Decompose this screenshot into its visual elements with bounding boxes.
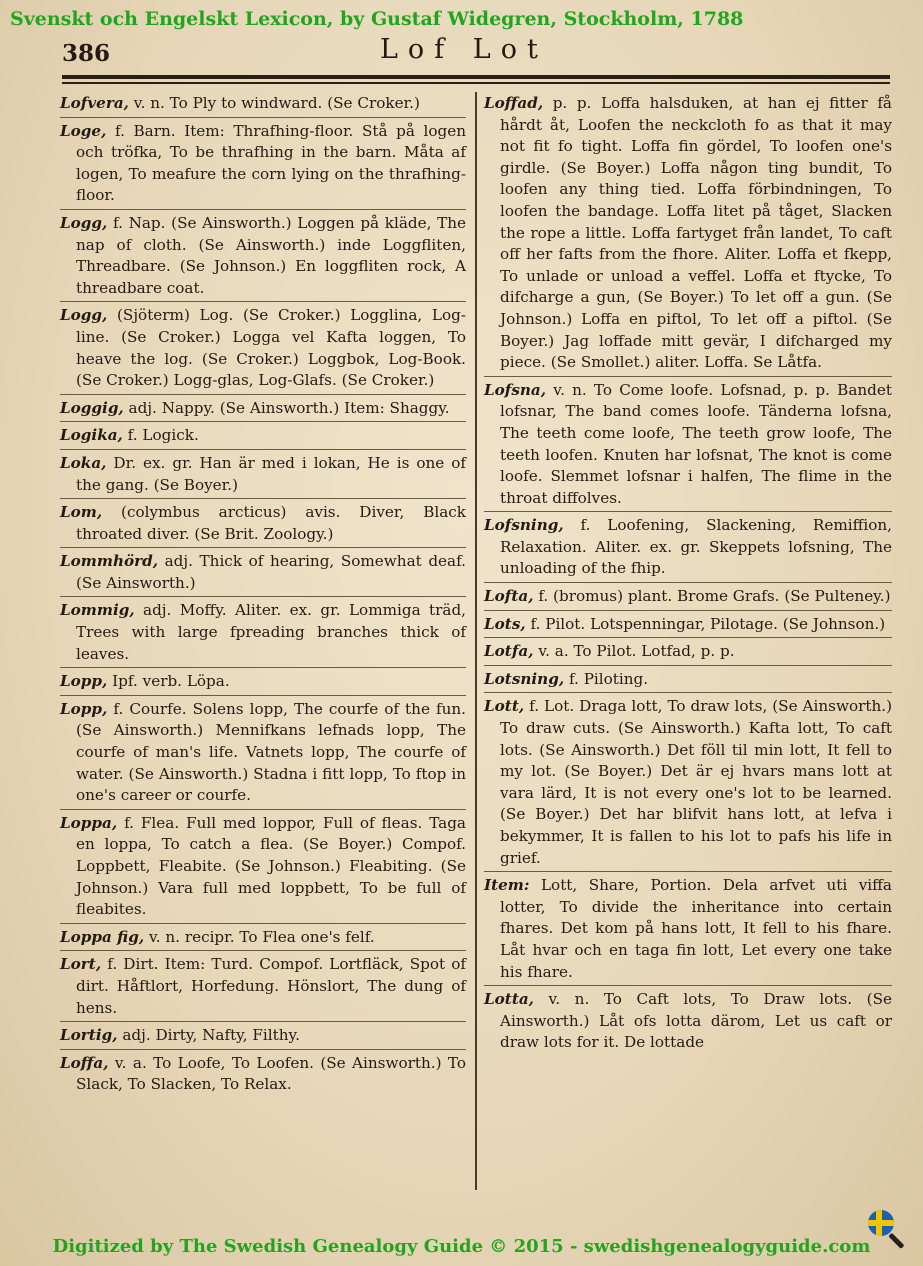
page-number: 386 <box>62 40 111 67</box>
entry-definition: Dr. ex. gr. Han är med i lokan, He is one of the gang. (Se Boyer.) <box>76 453 466 494</box>
entry-definition: Lott, Share, Portion. Dela arfvet uti viffa lotter, To divide the inheritance into certain fhares. Det kom på hans lott, It fell to his fhare. Låt hvar och en taga fin lott, Let every one take his fhare. <box>500 876 892 981</box>
entry-definition: v. n. To Ply to windward. (Se Croker.) <box>128 94 420 112</box>
entry-separator <box>484 985 892 986</box>
entry-definition: v. n. recipr. To Flea one's felf. <box>144 927 375 946</box>
dictionary-entry <box>60 121 466 207</box>
header-rule <box>62 75 890 79</box>
digitization-banner-bottom: Digitized by The Swedish Genealogy Guide © 2015 - swedishgenealogyguide.com <box>52 1236 871 1257</box>
entry-headword: Lofsning, <box>484 516 564 535</box>
entry-definition: f. Barn. Item: Thrafhing-floor. Stå på logen och tröfka, To be thrafhing in the barn. Måta af logen, To meafure the corn lying on the thrafhing-floor. <box>76 121 466 205</box>
entry-headword: Loppa fig, <box>60 927 145 946</box>
entry-definition: (colymbus arcticus) avis. Diver, Black throated diver. (Se Brit. Zoology.) <box>76 503 466 543</box>
entry-headword: Lortig, <box>60 1026 118 1045</box>
column-divider <box>475 92 477 1190</box>
entry-separator <box>60 421 466 422</box>
entry-separator <box>60 695 466 696</box>
entry-definition: adj. Moffy. Aliter. ex. gr. Lommiga träd, Trees with large fpreading branches thick of leaves. <box>76 601 466 663</box>
entry-headword: Lommig, <box>60 601 135 620</box>
entry-separator <box>60 498 466 499</box>
entry-definition: f. Loofening, Slackening, Remiffion, Relaxation. Aliter. ex. gr. Skeppets lofsning, The unloading of the fhip. <box>500 516 892 578</box>
entry-separator <box>484 376 892 377</box>
entry-separator <box>484 871 892 872</box>
entry-separator <box>484 692 892 693</box>
entry-definition: v. n. To Come loofe. Lofsnad, p. p. Bandet lofsnar, The band comes loofe. Tänderna lofsna, The teeth come loofe, The teeth grow loofe, The teeth loofen. Knuten har lofsnat, The knot is come loofe. Slemmet lofsnar i halfen, The flime in the throat diffolves. <box>500 380 892 507</box>
entry-separator <box>60 301 466 302</box>
dictionary-entry <box>484 515 892 580</box>
dictionary-entry <box>484 669 892 691</box>
entry-separator <box>60 950 466 951</box>
entry-headword: Lopp, <box>60 699 108 718</box>
dictionary-entry <box>484 875 892 983</box>
entry-definition: f. Pilot. Lotspenningar, Pilotage. (Se Johnson.) <box>525 614 886 633</box>
entry-definition: Ipf. verb. Löpa. <box>107 672 230 691</box>
entry-headword: Lofta, <box>484 587 534 606</box>
entry-headword: Logg, <box>60 306 108 325</box>
entry-headword: Logg, <box>60 213 108 232</box>
entry-separator <box>60 117 466 118</box>
dictionary-entry <box>60 453 466 496</box>
entry-separator <box>60 809 466 810</box>
dictionary-entry <box>60 671 466 693</box>
entry-definition: adj. Dirty, Nafty, Filthy. <box>117 1026 300 1045</box>
entry-definition: adj. Thick of hearing, Somewhat deaf. (Se Ainsworth.) <box>76 552 466 592</box>
dictionary-entry <box>484 989 892 1054</box>
entry-definition: v. a. To Pilot. Lotfad, p. p. <box>533 642 735 661</box>
entry-separator <box>484 610 892 611</box>
entry-definition: f. Logick. <box>122 426 199 445</box>
entry-separator <box>60 667 466 668</box>
entry-headword: Loppa, <box>60 813 118 832</box>
dictionary-entry <box>60 1053 466 1096</box>
dictionary-entry <box>60 398 466 420</box>
entry-separator <box>60 923 466 924</box>
entry-separator <box>60 596 466 597</box>
entry-definition: f. Nap. (Se Ainsworth.) Loggen på kläde, The nap of cloth. (Se Ainsworth.) inde Loggfliten, Threadbare. (Se Johnson.) En loggfliten rock, A threadbare coat. <box>76 213 466 297</box>
entry-headword: Lom, <box>60 503 103 522</box>
dictionary-entry <box>484 93 892 374</box>
entry-headword: Loggig, <box>60 398 124 417</box>
dictionary-entry <box>484 380 892 510</box>
entry-separator <box>60 1049 466 1050</box>
entry-headword: Loka, <box>60 453 107 472</box>
dictionary-entry <box>60 600 466 665</box>
entry-headword: Loffa, <box>60 1053 109 1072</box>
entry-headword: Item: <box>484 876 530 895</box>
dictionary-entry <box>60 305 466 391</box>
entry-separator <box>60 547 466 548</box>
header-rule-thin <box>62 82 890 84</box>
entry-definition: f. Courfe. Solens lopp, The courfe of the fun. (Se Ainsworth.) Mennifkans lefnads lopp, The courfe of man's life. Vatnets lopp, The courfe of water. (Se Ainsworth.) Stadna i fitt lopp, To ftop in one's career or courfe. <box>76 699 466 805</box>
entry-headword: Lotta, <box>484 990 534 1009</box>
dictionary-entry <box>60 954 466 1019</box>
swedish-flag-icon <box>868 1210 894 1236</box>
entry-separator <box>484 511 892 512</box>
entry-headword: Loffad, <box>484 94 544 112</box>
entry-separator <box>60 1021 466 1022</box>
entry-definition: f. Lot. Draga lott, To draw lots, (Se Ainsworth.) To draw cuts. (Se Ainsworth.) Kafta lott, To caft lots. (Se Ainsworth.) Det föll til min lott, It fell to my lot. (Se Boyer.) Det är ej hvars mans lott at vara lärd, It is not every one's lot to be learned. (Se Boyer.) Det har blifvit hans lott, at lefva i bekymmer, It is fallen to his lot to pafs his life in grief. <box>500 697 892 867</box>
entry-definition: v. n. To Caft lots, To Draw lots. (Se Ainsworth.) Låt ofs lotta därom, Let us caft or draw lots for it. De lottade <box>500 990 892 1052</box>
digitization-banner-top: Svenskt och Engelskt Lexicon, by Gustaf Widegren, Stockholm, 1788 <box>10 8 744 30</box>
entry-definition: adj. Nappy. (Se Ainsworth.) Item: Shaggy. <box>123 398 450 417</box>
dictionary-entry <box>60 93 466 115</box>
dictionary-entry <box>60 927 466 949</box>
dictionary-entry <box>484 696 892 869</box>
dictionary-entry <box>60 699 466 807</box>
entry-separator <box>484 582 892 583</box>
running-head: Lof Lot <box>380 34 548 65</box>
dictionary-entry <box>60 813 466 921</box>
entry-headword: Lort, <box>60 955 102 974</box>
entry-headword: Lofvera, <box>60 94 129 112</box>
entry-headword: Lofsna, <box>484 380 547 399</box>
entry-definition: f. Piloting. <box>564 669 649 688</box>
entry-separator <box>60 449 466 450</box>
dictionary-entry <box>484 641 892 663</box>
entry-separator <box>60 394 466 395</box>
dictionary-entry <box>484 614 892 636</box>
entry-definition: f. Flea. Full med loppor, Full of fleas. Taga en loppa, To catch a flea. (Se Boyer.) Compof. Loppbett, Fleabite. (Se Johnson.) Fleabiting. (Se Johnson.) Vara full med loppbett, To be full of fleabites. <box>76 813 466 919</box>
entry-separator <box>484 637 892 638</box>
entry-headword: Loge, <box>60 121 107 140</box>
entry-definition: (Sjöterm) Log. (Se Croker.) Logglina, Log-line. (Se Croker.) Logga vel Kafta loggen, To heave the log. (Se Croker.) Loggbok, Log-Book. (Se Croker.) Logg-glas, Log-Glafs. (Se Croker.) <box>76 306 466 390</box>
right-column <box>484 93 892 1056</box>
dictionary-entry <box>60 502 466 545</box>
entry-separator <box>60 209 466 210</box>
left-column <box>60 93 466 1098</box>
entry-headword: Lotfa, <box>484 642 534 661</box>
entry-headword: Logika, <box>60 426 123 445</box>
entry-separator <box>484 665 892 666</box>
dictionary-entry <box>60 551 466 594</box>
entry-headword: Lopp, <box>60 672 108 691</box>
dictionary-entry <box>60 213 466 299</box>
entry-definition: p. p. Loffa halsduken, at han ej fitter få hårdt åt, Loofen the neckcloth fo as that it may not fit fo tight. Loffa fin gördel, To loofen one's girdle. (Se Boyer.) Loffa någon ting bundit, To loofen any thing tied. Loffa förbindningen, To loofen the bandage. Loffa litet på tåget, Slacken the rope a little. Loffa fartyget från landet, To caft off her fafts from the fhore. Aliter. Loffa et fkepp, To unlade or unload a veffel. Loffa et ftycke, To difcharge a gun, (Se Boyer.) To let off a gun. (Se Johnson.) Loffa en piftol, To let off a piftol. (Se Boyer.) Jag loffade mitt gevär, I difcharged my piece. (Se Smollet.) aliter. Loffa. Se Låtfa. <box>500 94 892 372</box>
dictionary-entry <box>60 1025 466 1047</box>
dictionary-entry <box>60 425 466 447</box>
entry-definition: f. Dirt. Item: Turd. Compof. Lortfläck, Spot of dirt. Håftlort, Horfedung. Hönslort, The dung of hens. <box>76 955 466 1017</box>
entry-definition: f. (bromus) plant. Brome Grafs. (Se Pulteney.) <box>533 587 891 606</box>
entry-headword: Lommhörd, <box>60 552 159 571</box>
entry-definition: v. a. To Loofe, To Loofen. (Se Ainsworth.) To Slack, To Slacken, To Relax. <box>76 1053 466 1094</box>
entry-headword: Lott, <box>484 697 525 716</box>
dictionary-entry <box>484 586 892 608</box>
entry-headword: Lotsning, <box>484 669 565 688</box>
entry-headword: Lots, <box>484 614 526 633</box>
